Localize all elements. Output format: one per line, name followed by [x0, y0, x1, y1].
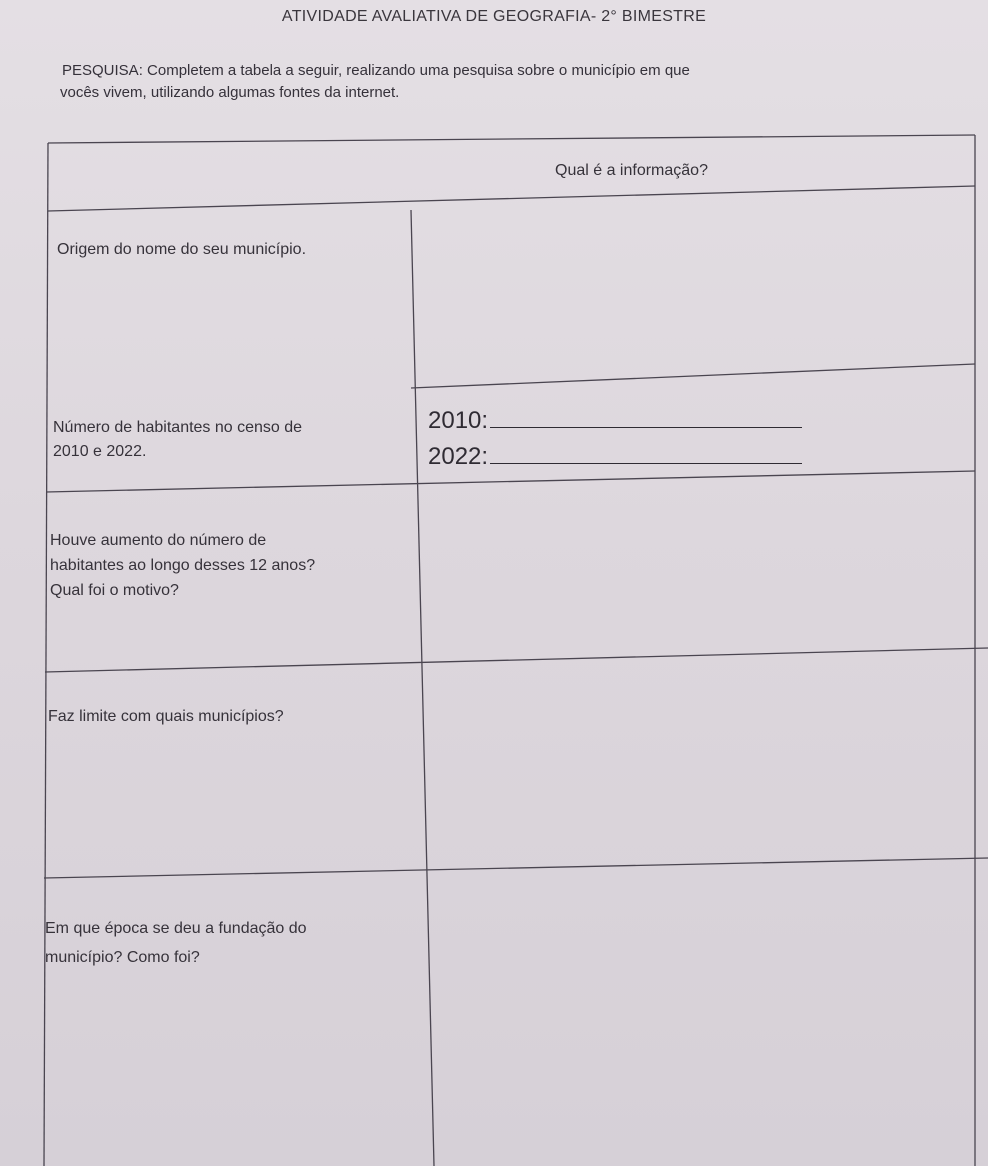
census-2010-field[interactable]	[428, 407, 802, 435]
question-line: Número de habitantes no censo de	[53, 419, 303, 436]
row-question-growth	[50, 528, 315, 603]
answer-cell-founding[interactable]	[438, 875, 975, 1155]
question-line: Em que época se deu a fundação do	[45, 920, 307, 937]
census-2010-label: 2010:	[428, 407, 489, 434]
row-question-borders	[48, 706, 284, 728]
census-2022-blank[interactable]	[490, 443, 802, 464]
census-2022-field[interactable]	[428, 443, 802, 471]
question-line: habitantes ao longo desses 12 anos?	[50, 557, 316, 574]
row-question-origin	[57, 239, 306, 261]
question-line: Houve aumento do número de	[50, 532, 267, 549]
answer-cell-borders[interactable]	[430, 665, 975, 865]
table-left-border	[44, 143, 48, 1166]
page-title: ATIVIDADE AVALIATIVA DE GEOGRAFIA- 2° BIMESTRE	[281, 8, 707, 25]
row-question-population	[53, 416, 302, 464]
instructions-text-line2: vocês vivem, utilizando algumas fontes da internet.	[60, 84, 400, 101]
question-line: 2010 e 2022.	[53, 443, 147, 460]
instructions-label: PESQUISA:	[62, 62, 143, 79]
census-2022-label: 2022:	[428, 443, 489, 470]
answer-cell-growth[interactable]	[426, 485, 971, 660]
census-2010-blank[interactable]	[490, 407, 802, 428]
instructions-text-line1: Completem a tabela a seguir, realizando uma pesquisa sobre o município em que	[142, 62, 690, 79]
question-line: município? Como foi?	[45, 949, 200, 966]
answer-cell-origin[interactable]	[420, 205, 970, 375]
question-line: Faz limite com quais municípios?	[48, 708, 284, 725]
table-top-border	[48, 135, 975, 143]
column-header: Qual é a informação?	[555, 162, 708, 179]
row-question-founding	[45, 914, 307, 972]
question-line: Origem do nome do seu município.	[57, 241, 307, 258]
question-line: Qual foi o motivo?	[50, 582, 179, 599]
